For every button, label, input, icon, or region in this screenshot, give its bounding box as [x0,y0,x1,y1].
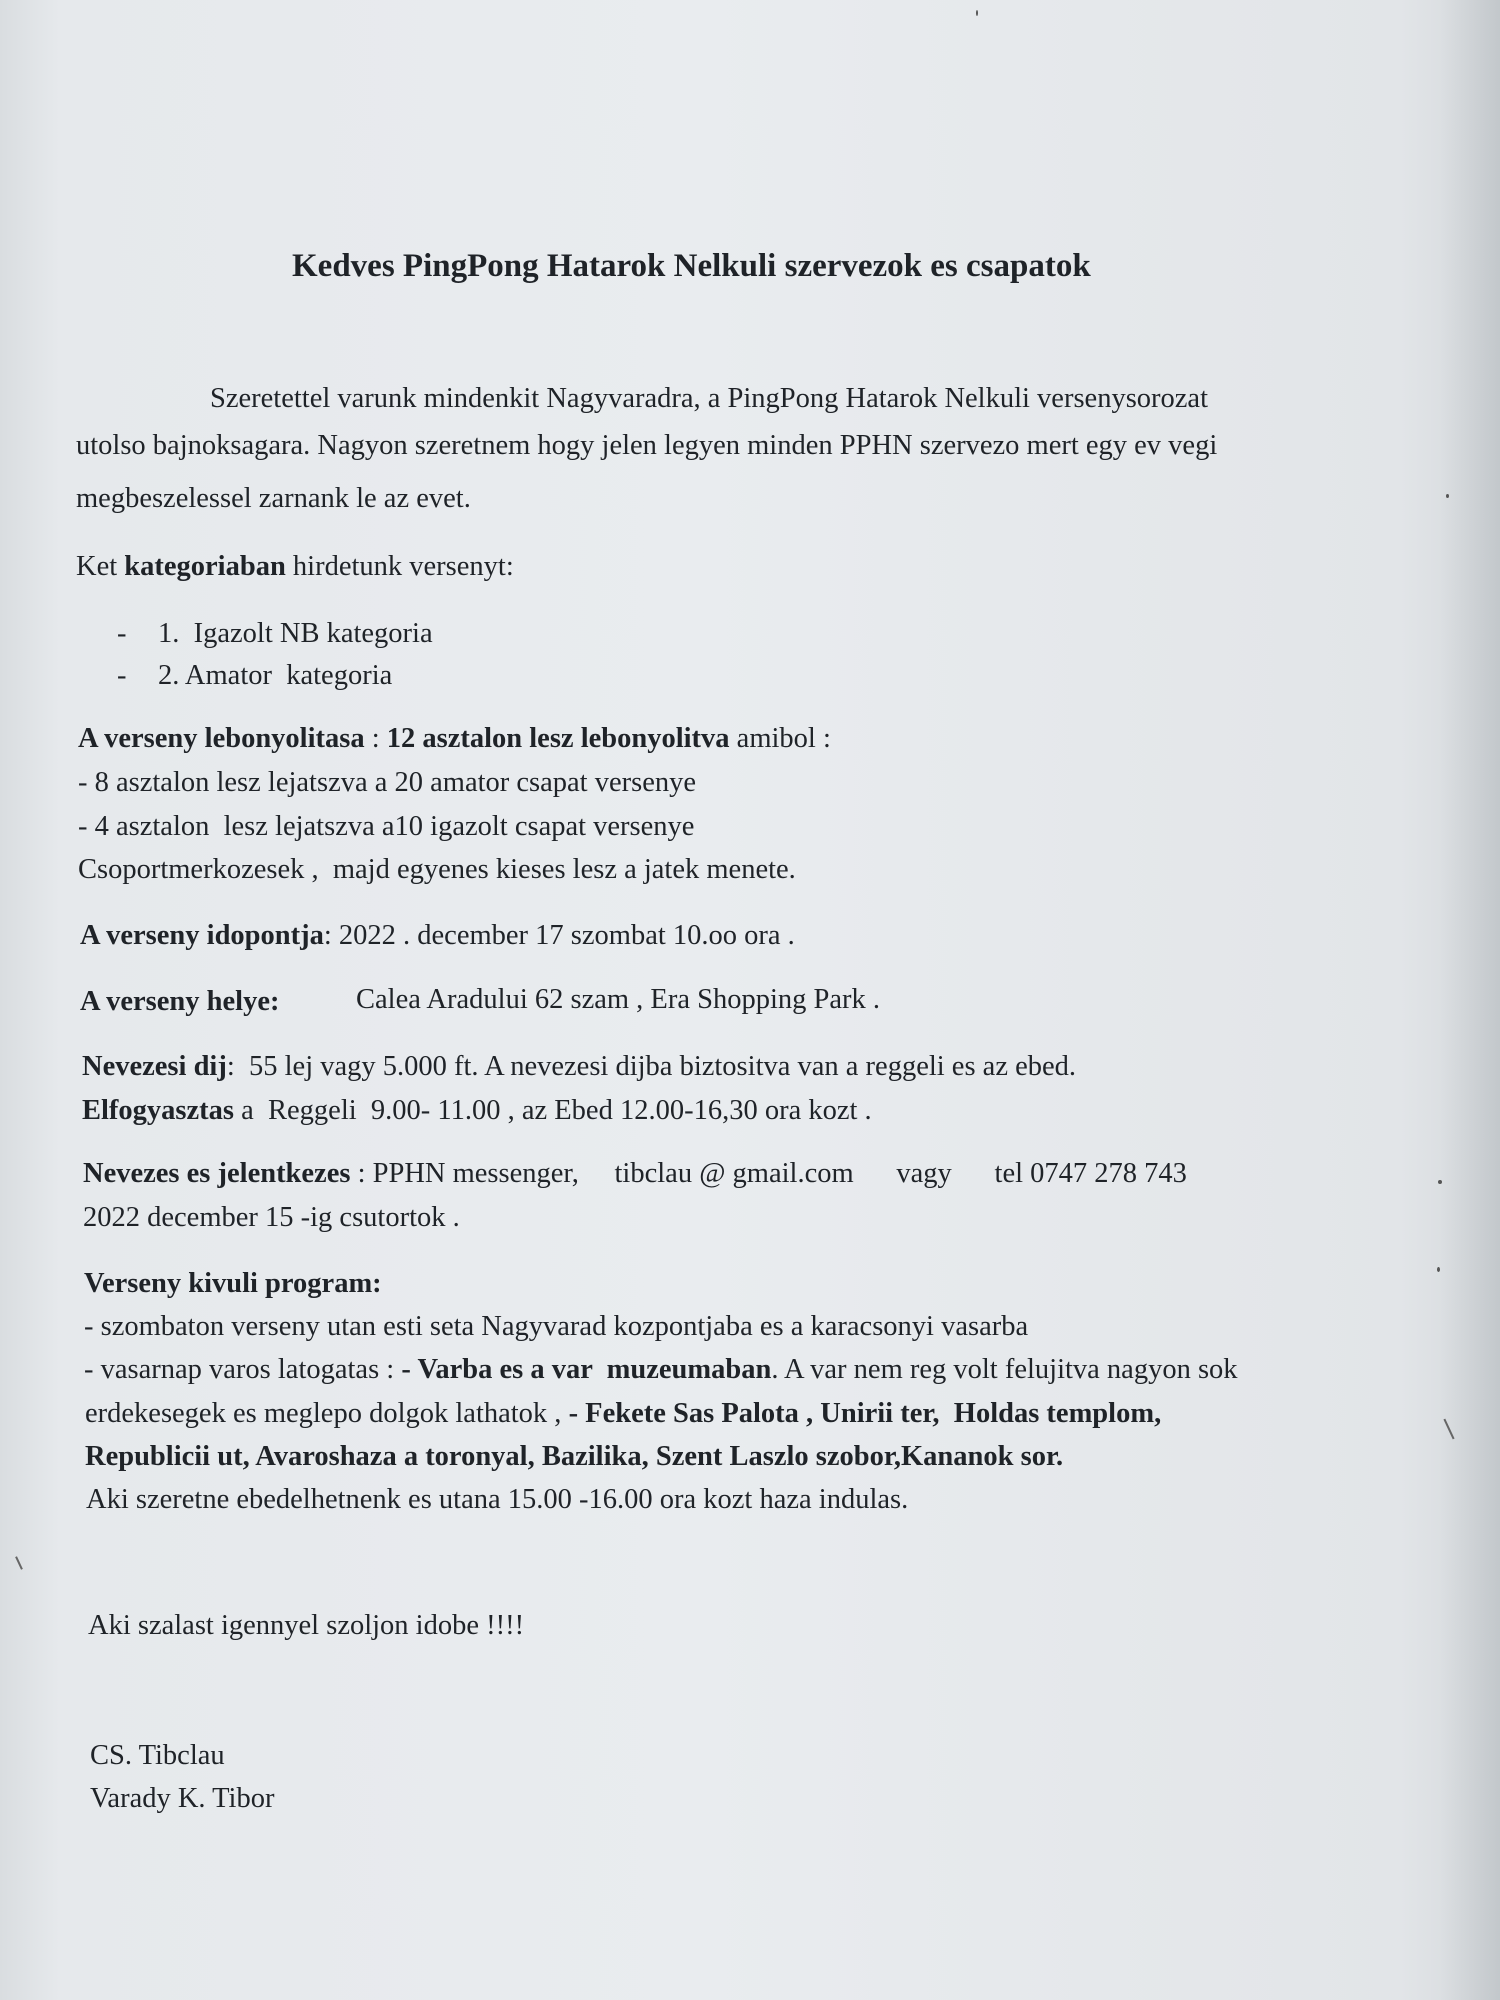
program-title: Verseny kivuli program: [84,1268,382,1299]
szallas-note: Aki szalast igennyel szoljon idobe !!!! [88,1610,525,1641]
nevezes-line-2: 2022 december 15 -ig csutortok . [83,1202,460,1233]
intro-line-3: megbeszelessel zarnank le az evet. [76,483,471,514]
elfogyasztas-line: Elfogyasztas a Reggeli 9.00- 11.00 , az Ebed 12.00-16,30 ora kozt . [82,1095,872,1126]
scan-speck [1438,1180,1442,1184]
letter-title: Kedves PingPong Hatarok Nelkuli szervezok es csapatok [292,248,1091,284]
categories-intro: Ket kategoriaban hirdetunk versenyt: [76,551,514,582]
program-line-2: - vasarnap varos latogatas : - Varba es a var muzeumaban. A var nem reg volt felujitva nagyon sok [84,1354,1238,1385]
lebonyolitas-line-1: A verseny lebonyolitasa : 12 asztalon lesz lebonyolitva amibol : [78,723,831,754]
lebonyolitas-line-4: Csoportmerkozesek , majd egyenes kieses lesz a jatek menete. [78,854,796,885]
category-bullet: - [117,618,127,649]
intro-line-2: utolso bajnoksagara. Nagyon szeretnem hogy jelen legyen minden PPHN szervezo mert egy ev vegi [76,430,1218,461]
scan-speck [1437,1267,1440,1272]
nevezesi-dij-line: Nevezesi dij: 55 lej vagy 5.000 ft. A nevezesi dijba biztositva van a reggeli es az ebed. [82,1051,1077,1082]
scan-speck [976,10,978,16]
lebonyolitas-line-3: - 4 asztalon lesz lejatszva a10 igazolt csapat versenye [78,811,695,842]
program-line-3: erdekesegek es meglepo dolgok lathatok , - Fekete Sas Palota , Unirii ter, Holdas templom, [85,1398,1162,1429]
category-item: 1. Igazolt NB kategoria [158,618,433,649]
program-line-5: Aki szeretne ebedelhetnenk es utana 15.00 -16.00 ora kozt haza indulas. [86,1484,909,1515]
nevezes-line-1: Nevezes es jelentkezes : PPHN messenger, tibclau @ gmail.com vagy tel 0747 278 743 [83,1158,1187,1189]
category-bullet: - [117,660,127,691]
paper-shadow [1440,0,1500,2000]
category-item: 2. Amator kategoria [158,660,393,691]
signature-line-2: Varady K. Tibor [90,1783,275,1814]
program-line-4: Republicii ut, Avaroshaza a toronyal, Bazilika, Szent Laszlo szobor,Kananok sor. [85,1441,1064,1472]
helye-label: A verseny helye: [80,986,280,1017]
intro-line-1: Szeretettel varunk mindenkit Nagyvaradra, a PingPong Hatarok Nelkuli versenysorozat [210,383,1208,414]
helye-value: Calea Aradului 62 szam , Era Shopping Park . [356,984,880,1015]
scan-speck [1446,494,1449,498]
idopont-line: A verseny idopontja: 2022 . december 17 szombat 10.oo ora . [80,920,795,951]
program-line-1: - szombaton verseny utan esti seta Nagyvarad kozpontjaba es a karacsonyi vasarba [84,1311,1029,1342]
signature-line-1: CS. Tibclau [90,1740,225,1771]
lebonyolitas-line-2: - 8 asztalon lesz lejatszva a 20 amator csapat versenye [78,767,697,798]
